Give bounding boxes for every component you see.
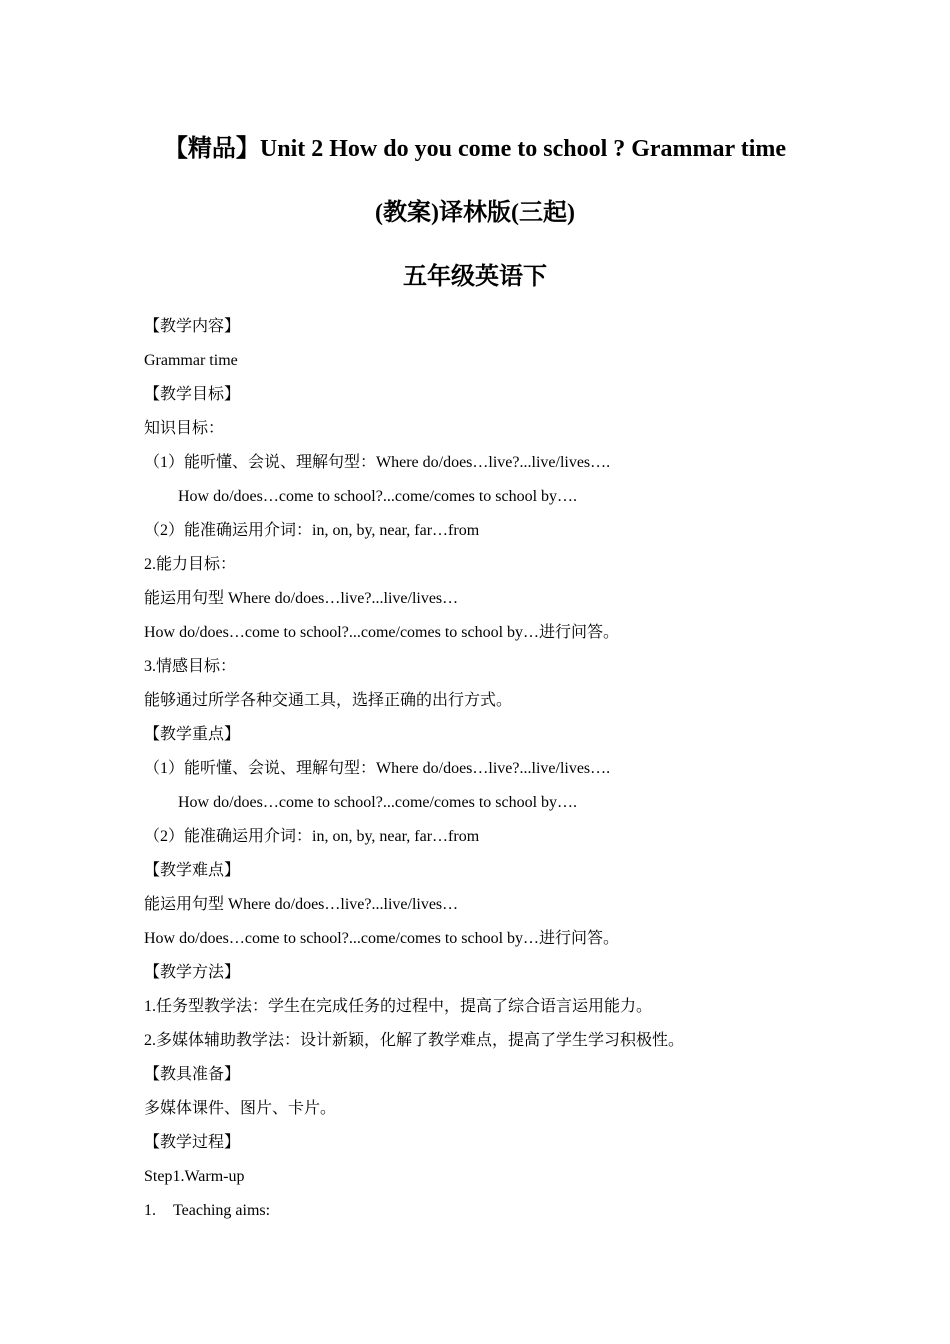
teaching-aims-text: Teaching aims: — [173, 1202, 271, 1219]
key-point-1-continued: How do/does…come to school?...come/comes to school by…. — [178, 794, 578, 811]
difficulty-text-1: 能运用句型 Where do/does…live?...live/lives… — [144, 896, 459, 913]
document-title-line-1: 【精品】Unit 2 How do you come to school ? Grammar time — [163, 136, 787, 162]
key-point-2: （2）能准确运用介词：in, on, by, near, far…from — [144, 828, 480, 845]
goal-item-1: （1）能听懂、会说、理解句型：Where do/does…live?...live/lives…. — [144, 454, 611, 471]
emotion-goal-label: 3.情感目标： — [144, 658, 237, 675]
method-item-1: 1.任务型教学法：学生在完成任务的过程中，提高了综合语言运用能力。 — [144, 998, 653, 1015]
emotion-text: 能够通过所学各种交通工具，选择正确的出行方式。 — [144, 692, 513, 709]
tools-text: 多媒体课件、图片、卡片。 — [144, 1100, 337, 1117]
section-heading-methods: 【教学方法】 — [144, 964, 241, 981]
goal-item-1-continued: How do/does…come to school?...come/comes to school by…. — [178, 488, 578, 505]
step-1-label: Step1.Warm-up — [144, 1168, 245, 1185]
goal-item-2: （2）能准确运用介词：in, on, by, near, far…from — [144, 522, 480, 539]
key-point-1: （1）能听懂、会说、理解句型：Where do/does…live?...live/lives…. — [144, 760, 611, 777]
section-heading-difficulties: 【教学难点】 — [144, 862, 241, 879]
document-title-line-3: 五年级英语下 — [403, 264, 547, 290]
knowledge-goal-label: 知识目标： — [144, 420, 225, 437]
section-heading-content: 【教学内容】 — [144, 318, 241, 335]
document-title-line-2: (教案)译林版(三起) — [375, 200, 575, 226]
ability-goal-label: 2.能力目标： — [144, 556, 237, 573]
ability-text-2: How do/does…come to school?...come/comes to school by…进行问答。 — [144, 624, 620, 641]
document-body — [144, 312, 844, 1230]
difficulty-text-2: How do/does…come to school?...come/comes to school by…进行问答。 — [144, 930, 620, 947]
teaching-aims-number: 1. — [144, 1202, 156, 1219]
teaching-aims-item — [144, 1196, 844, 1230]
section-heading-key-points: 【教学重点】 — [144, 726, 241, 743]
ability-text-1: 能运用句型 Where do/does…live?...live/lives… — [144, 590, 459, 607]
section-heading-process: 【教学过程】 — [144, 1134, 241, 1151]
section-heading-goals: 【教学目标】 — [144, 386, 241, 403]
section-heading-tools: 【教具准备】 — [144, 1066, 241, 1083]
method-item-2: 2.多媒体辅助教学法：设计新颖，化解了教学难点，提高了学生学习积极性。 — [144, 1032, 685, 1049]
content-text: Grammar time — [144, 352, 238, 369]
